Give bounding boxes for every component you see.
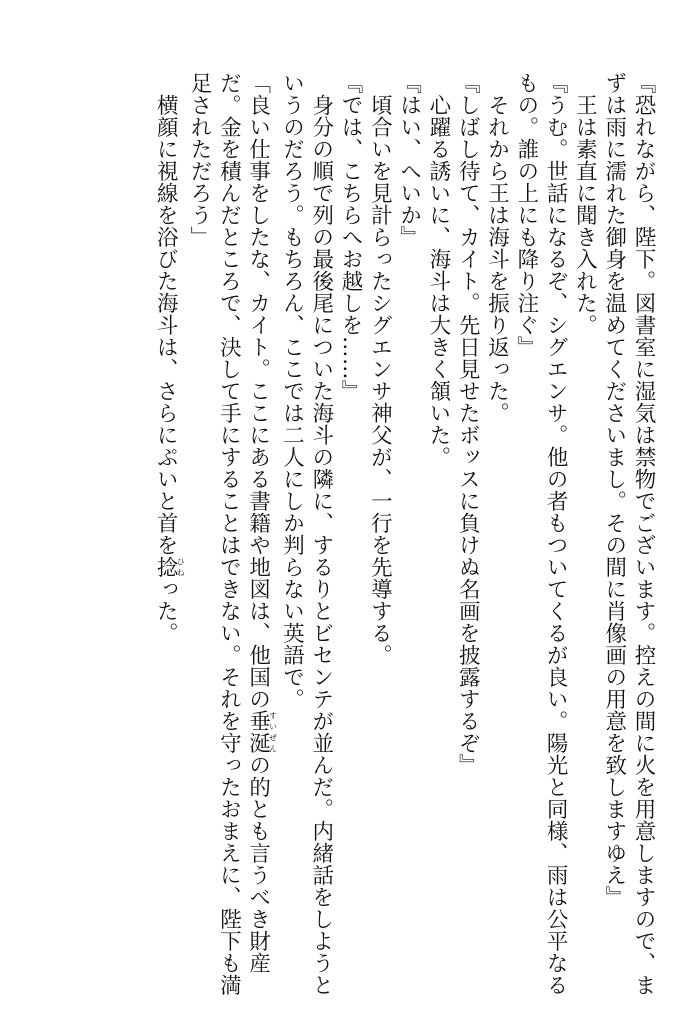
text-line: 足されただろう」 <box>187 72 213 248</box>
text-line: 『では、こちらへお越しを……』 <box>338 72 364 402</box>
text-line: 『しばし待て、カイト。先日見せたボッスに負けぬ名画を披露するぞ』 <box>455 72 481 776</box>
text-line: ずは雨に濡れた御身を温めてくださいまし。その間に肖像画の用意を致しますゆえ』 <box>601 72 627 908</box>
ruby-annotation: 捻ひね <box>153 556 186 578</box>
ruby-reading: すいぜん <box>268 710 278 754</box>
text-line: いうのだろう。もちろん、ここでは二人にしか判らない英語で。 <box>279 72 305 710</box>
text-line: 『恐れながら、陛下。図書室に湿気は禁物でございます。控えの間に火を用意しますので、ま <box>631 72 656 996</box>
text-line-with-ruby-suizen: 「良い仕事をしたな、カイト。ここにある書籍や地図は、他国の垂涎すいぜんの的とも言うべき財産 <box>245 72 278 974</box>
vertical-text-body <box>151 72 658 996</box>
text-line: 頃合いを見計らったシグエンサ神父が、一行を先導する。 <box>367 72 393 666</box>
text-line: もの。誰の上にも降り注ぐ』 <box>513 72 539 358</box>
ruby-annotation: 垂涎すいぜん <box>245 710 278 754</box>
text-line: だ。金を積んだところで、決して手にすることはできない。それを守ったおまえに、陛下も満 <box>216 72 242 996</box>
text-line: それから王は海斗を振り返った。 <box>484 72 510 424</box>
text-line: 身分の順で列の最後尾についた海斗の隣に、するりとビセンテが並んだ。内緒話をしようと <box>308 72 334 996</box>
text-line-with-ruby-hine: 横顔に視線を浴びた海斗は、さらにぷいと首を捻ひねった。 <box>153 72 186 644</box>
text-line: 王は素直に聞き入れた。 <box>572 72 598 336</box>
text-line: 『はい、へいか』 <box>396 72 422 248</box>
text-line: 『うむ。世話になるぞ、シグエンサ。他の者もついてくるが良い。陽光と同様、雨は公平なる <box>543 72 569 996</box>
text-line: 心躍る誘いに、海斗は大きく頷いた。 <box>425 72 451 468</box>
ruby-reading: ひね <box>176 556 186 578</box>
